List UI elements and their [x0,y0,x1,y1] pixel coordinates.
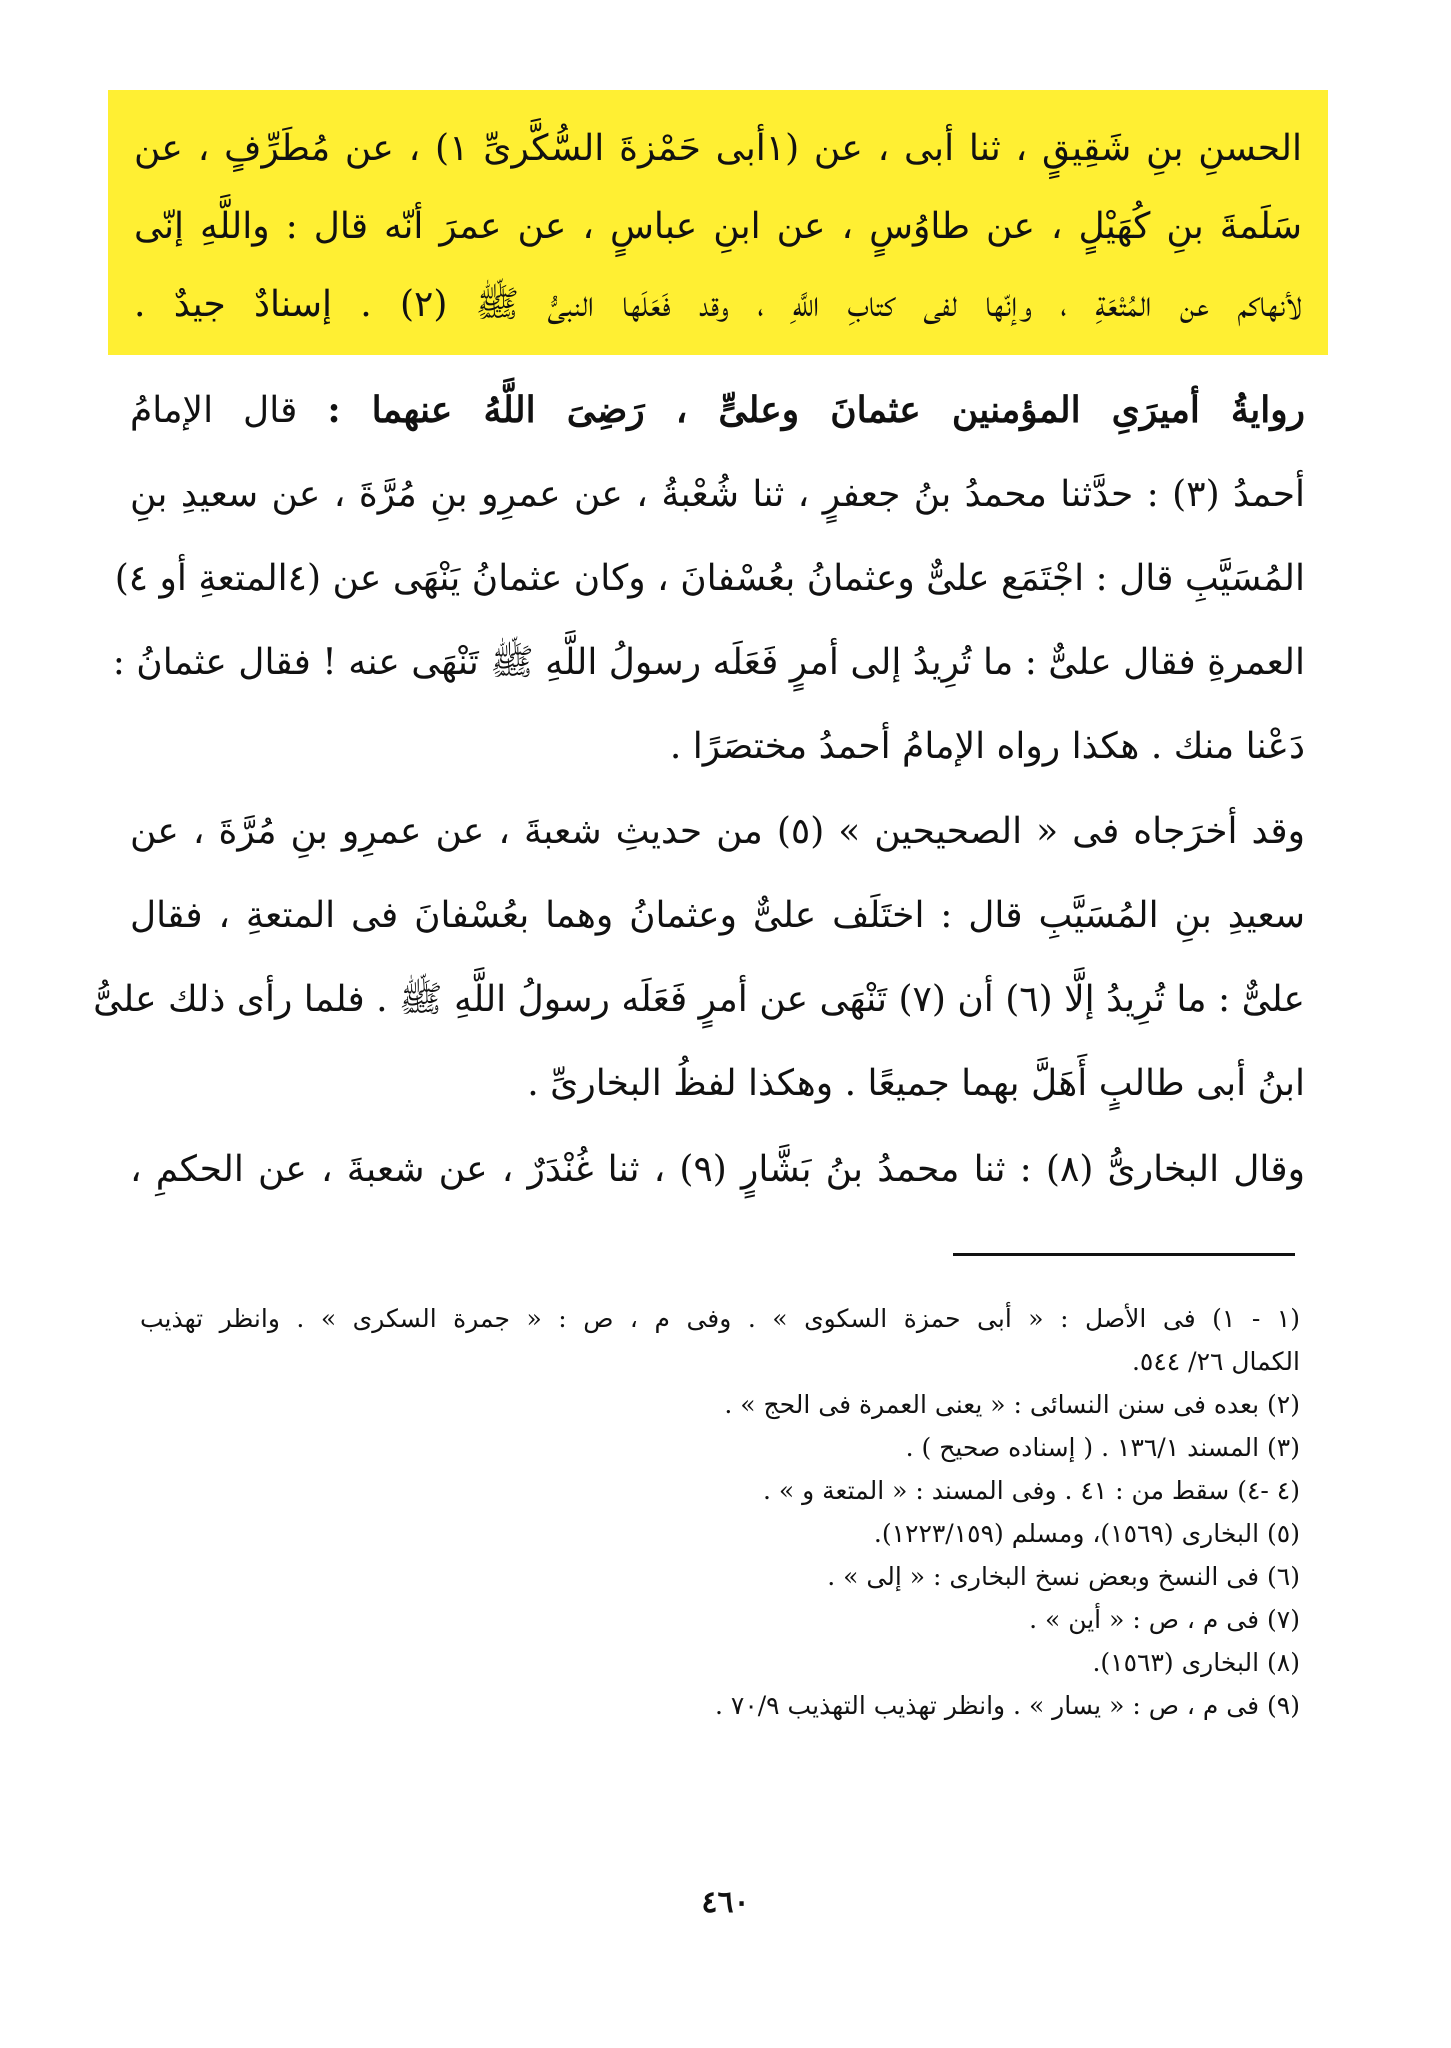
text-line: العمرةِ فقال علىٌّ : ما تُرِيدُ إلى أمرٍ فَعَلَه رسولُ اللَّهِ ﷺ تَنْهَى عنه ! فقال عثمانُ : [112,642,1305,683]
footnote-line: (٩) فى م ، ص : « يسار » . وانظر تهذيب التهذيب ٧٠/٩ . [714,1691,1300,1720]
paragraph-bukhari [130,1128,1305,1212]
text-line: أحمدُ (٣) : حدَّثنا محمدُ بنُ جعفرٍ ، ثنا شُعْبةُ ، عن عمرِو بنِ مُرَّةَ ، عن سعيدِ بنِ [130,474,1305,515]
text-line: سعيدِ بنِ المُسَيَّبِ قال : اختَلَف علىٌّ وعثمانُ وهما بعُسْفانَ فى المتعةِ ، فقال [130,895,1305,936]
text-line: ابنُ أبى طالبٍ أَهَلَّ بهما جميعًا . وهكذا لفظُ البخارىِّ . [527,1063,1305,1104]
footnote-line: (٣) المسند ١٣٦/١ . ( إسناده صحيح ) . [905,1433,1300,1462]
text-line: وقال البخارىُّ (٨) : ثنا محمدُ بنُ بَشَّارٍ (٩) ، ثنا غُنْدَرٌ ، عن شعبةَ ، عن الحكمِ ، [130,1149,1305,1190]
footnote-line: الكمال ٢٦/ ٥٤٤. [1131,1347,1300,1376]
footnotes [140,1300,1300,1730]
footnote-divider [953,1253,1295,1256]
section-heading-line [130,368,1305,453]
section-riwaya [112,368,1305,789]
footnote-line: (٤ -٤) سقط من : ٤١ . وفى المسند : « المتعة و » . [763,1476,1300,1505]
footnote-line: (١ - ١) فى الأصل : « أبى حمزة السكوى » . وفى م ، ص : « جمرة السكرى » . وانظر تهذيب [140,1304,1300,1333]
text-line: دَعْنا منك . هكذا رواه الإمامُ أحمدُ مختصَرًا . [669,726,1305,767]
section-heading-rest: قال الإمامُ [130,390,328,431]
highlighted-line: سَلَمةَ بنِ كُهَيْلٍ ، عن طاوُسٍ ، عن ابنِ عباسٍ ، عن عمرَ أنّه قال : واللَّهِ إنّى [134,206,1302,247]
highlighted-line: لأنهاكم عن المُتْعَةِ ، وإنّها لفى كتابِ اللَّهِ ، وقد فَعَلَها النبىُّ ﷺ (٢) . إسنادٌ جيدٌ . [134,284,1302,325]
footnote-line: (٥) البخارى (١٥٦٩)، ومسلم (١٢٢٣/١٥٩). [873,1519,1300,1548]
page-number: ٤٦٠ [701,1885,750,1920]
section-heading: روايةُ أميرَىِ المؤمنين عثمانَ وعلىٍّ ، رَضِىَ اللَّهُ عنهما : [327,389,1305,431]
highlighted-line: الحسنِ بنِ شَقِيقٍ ، ثنا أبى ، عن (١أبى حَمْزةَ السُّكَّرىِّ ١) ، عن مُطَرِّفٍ ، عن [134,128,1303,169]
footnote-line: (٢) بعده فى سنن النسائى : « يعنى العمرة فى الحج » . [724,1390,1300,1419]
text-line: المُسَيَّبِ قال : اجْتَمَع علىٌّ وعثمانُ بعُسْفانَ ، وكان عثمانُ يَنْهَى عن (٤المتعةِ أو ٤) [114,558,1305,599]
highlighted-passage [108,90,1328,355]
footnote-line: (٦) فى النسخ وبعض نسخ البخارى : « إلى » . [827,1562,1300,1591]
footnote-line: (٨) البخارى (١٥٦٣). [1092,1648,1300,1677]
footnote-line: (٧) فى م ، ص : « أين » . [1029,1605,1300,1634]
text-line: علىٌّ : ما تُرِيدُ إلَّا (٦) أن (٧) تَنْهَى عن أمرٍ فَعَلَه رسولُ اللَّهِ ﷺ . فلما رأى ذلك علىُّ [93,979,1305,1020]
text-line: وقد أخرَجاه فى « الصحيحين » (٥) من حديثِ شعبةَ ، عن عمرِو بنِ مُرَّةَ ، عن [130,811,1305,852]
paragraph-sahihain [93,790,1305,1126]
